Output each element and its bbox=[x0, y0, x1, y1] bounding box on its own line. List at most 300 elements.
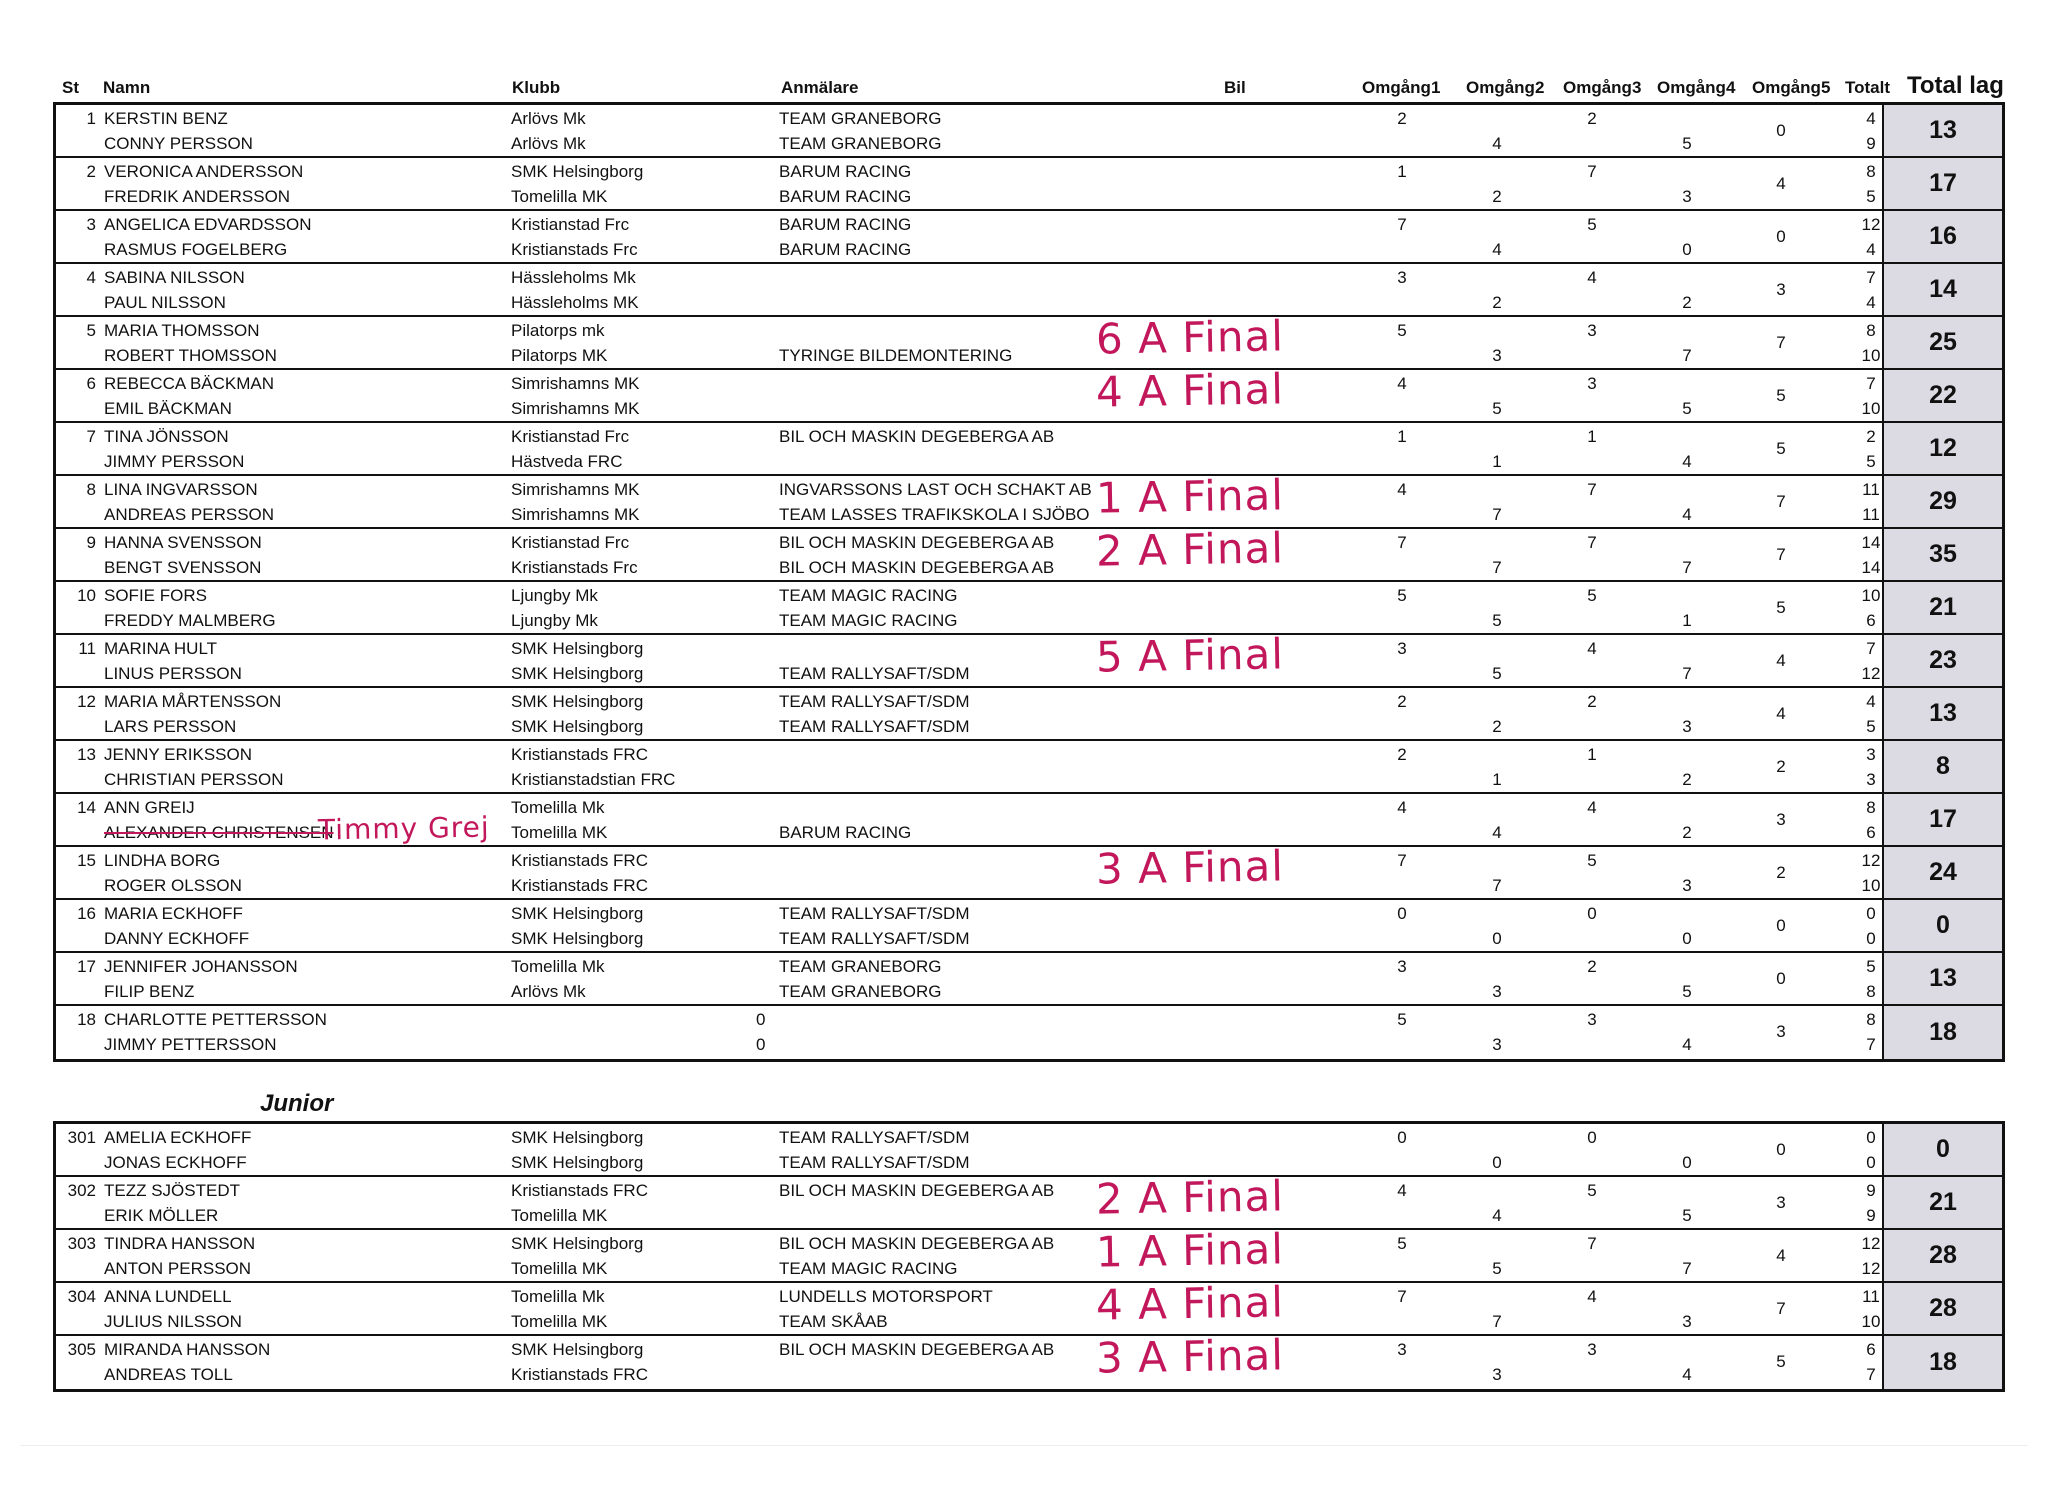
header-klubb: Klubb bbox=[512, 78, 561, 97]
driver2-name: FILIP BENZ bbox=[104, 982, 195, 1001]
driver1-club: SMK Helsingborg bbox=[511, 1128, 644, 1147]
driver1-zero: 0 bbox=[756, 1010, 766, 1029]
team-total: 16 bbox=[1882, 211, 2002, 262]
round3-score: 7 bbox=[1587, 480, 1597, 499]
driver2-club: SMK Helsingborg bbox=[511, 1153, 644, 1172]
driver1-entrant: TEAM RALLYSAFT/SDM bbox=[779, 904, 970, 923]
driver1-club: Hässleholms Mk bbox=[511, 268, 636, 287]
scan-edge bbox=[20, 1445, 2028, 1446]
driver2-total: 0 bbox=[1866, 1153, 1876, 1172]
driver2-entrant: TEAM MAGIC RACING bbox=[779, 1259, 958, 1278]
driver1-entrant: BARUM RACING bbox=[779, 215, 912, 234]
round2-score: 4 bbox=[1492, 823, 1502, 842]
round4-score: 3 bbox=[1682, 876, 1692, 895]
driver1-total: 10 bbox=[1861, 586, 1881, 605]
round4-score: 4 bbox=[1682, 452, 1692, 471]
round4-score: 7 bbox=[1682, 558, 1692, 577]
start-number: 2 bbox=[86, 162, 96, 181]
team-total: 14 bbox=[1882, 264, 2002, 315]
driver2-name: LARS PERSSON bbox=[104, 717, 237, 736]
start-number: 304 bbox=[67, 1287, 96, 1306]
driver2-total: 4 bbox=[1866, 240, 1876, 259]
header-omgang3: Omgång3 bbox=[1563, 78, 1642, 97]
round3-score: 5 bbox=[1587, 586, 1597, 605]
driver1-club: SMK Helsingborg bbox=[511, 639, 644, 658]
driver1-total: 5 bbox=[1866, 957, 1876, 976]
driver2-club: Kristianstads FRC bbox=[511, 876, 648, 895]
driver2-total: 10 bbox=[1861, 399, 1881, 418]
round5-score: 5 bbox=[1776, 439, 1786, 458]
driver1-total: 7 bbox=[1866, 374, 1876, 393]
team-total: 21 bbox=[1882, 1177, 2002, 1228]
driver1-entrant: BIL OCH MASKIN DEGEBERGA AB bbox=[779, 427, 1055, 446]
driver1-total: 12 bbox=[1861, 1234, 1881, 1253]
driver2-name: ERIK MÖLLER bbox=[104, 1206, 219, 1225]
round3-score: 5 bbox=[1587, 851, 1597, 870]
round5-score: 3 bbox=[1776, 1193, 1786, 1212]
team-row bbox=[56, 629, 2002, 688]
handwritten-final-note: 2 A Final bbox=[1095, 1171, 1285, 1224]
round4-score: 7 bbox=[1682, 1259, 1692, 1278]
driver2-name: ANDREAS PERSSON bbox=[104, 505, 275, 524]
start-number: 13 bbox=[77, 745, 96, 764]
round5-score: 2 bbox=[1776, 757, 1786, 776]
handwritten-final-note: 4 A Final bbox=[1095, 364, 1285, 417]
round5-score: 7 bbox=[1776, 1299, 1786, 1318]
driver2-entrant: BARUM RACING bbox=[779, 823, 912, 842]
driver2-name: CONNY PERSSON bbox=[104, 134, 253, 153]
round4-score: 1 bbox=[1682, 611, 1692, 630]
driver2-name: JULIUS NILSSON bbox=[104, 1312, 242, 1331]
driver1-club: Kristianstad Frc bbox=[511, 427, 630, 446]
driver2-entrant: TEAM RALLYSAFT/SDM bbox=[779, 717, 970, 736]
round2-score: 0 bbox=[1492, 929, 1502, 948]
round2-score: 5 bbox=[1492, 611, 1502, 630]
driver1-entrant: BIL OCH MASKIN DEGEBERGA AB bbox=[779, 533, 1055, 552]
driver2-club: SMK Helsingborg bbox=[511, 717, 644, 736]
round5-score: 0 bbox=[1776, 121, 1786, 140]
team-total: 28 bbox=[1882, 1230, 2002, 1281]
driver2-name: DANNY ECKHOFF bbox=[104, 929, 250, 948]
round1-score: 2 bbox=[1397, 692, 1407, 711]
round3-score: 2 bbox=[1587, 109, 1597, 128]
driver1-name: TINA JÖNSSON bbox=[104, 427, 229, 446]
team-total: 24 bbox=[1882, 847, 2002, 898]
driver1-name: CHARLOTTE PETTERSSON bbox=[104, 1010, 327, 1029]
round4-score: 5 bbox=[1682, 134, 1692, 153]
round3-score: 4 bbox=[1587, 639, 1597, 658]
round3-score: 7 bbox=[1587, 533, 1597, 552]
start-number: 12 bbox=[77, 692, 96, 711]
driver2-entrant: TEAM LASSES TRAFIKSKOLA I SJÖBO bbox=[779, 505, 1090, 524]
handwritten-final-note: 1 A Final bbox=[1095, 1224, 1285, 1277]
driver2-name: JIMMY PETTERSSON bbox=[104, 1035, 277, 1054]
driver1-total: 11 bbox=[1862, 1287, 1880, 1306]
driver1-club: SMK Helsingborg bbox=[511, 1340, 644, 1359]
driver2-club: Hässleholms MK bbox=[511, 293, 639, 312]
round2-score: 3 bbox=[1492, 346, 1502, 365]
driver2-club: Kristianstads FRC bbox=[511, 1365, 648, 1384]
round1-score: 4 bbox=[1397, 374, 1407, 393]
team-total: 18 bbox=[1882, 1336, 2002, 1389]
driver2-total: 11 bbox=[1862, 505, 1880, 524]
driver2-entrant: TEAM MAGIC RACING bbox=[779, 611, 958, 630]
driver2-name: BENGT SVENSSON bbox=[104, 558, 262, 577]
driver2-total: 7 bbox=[1866, 1035, 1876, 1054]
start-number: 18 bbox=[77, 1010, 96, 1029]
team-total: 29 bbox=[1882, 476, 2002, 527]
round2-score: 7 bbox=[1492, 505, 1502, 524]
driver2-entrant: TEAM SKÅAB bbox=[779, 1312, 888, 1331]
driver1-club: SMK Helsingborg bbox=[511, 904, 644, 923]
round4-score: 5 bbox=[1682, 1206, 1692, 1225]
round5-score: 7 bbox=[1776, 333, 1786, 352]
team-row bbox=[56, 264, 2002, 317]
round1-score: 3 bbox=[1397, 639, 1407, 658]
driver1-name: SOFIE FORS bbox=[104, 586, 207, 605]
team-total: 18 bbox=[1882, 1006, 2002, 1059]
start-number: 14 bbox=[77, 798, 96, 817]
driver1-entrant: TEAM GRANEBORG bbox=[779, 957, 942, 976]
driver2-name: ANTON PERSSON bbox=[104, 1259, 252, 1278]
header-omgang2: Omgång2 bbox=[1466, 78, 1545, 97]
driver1-total: 0 bbox=[1866, 1128, 1876, 1147]
driver2-total: 6 bbox=[1866, 611, 1876, 630]
driver2-total: 5 bbox=[1866, 717, 1876, 736]
round5-score: 0 bbox=[1776, 916, 1786, 935]
start-number: 4 bbox=[86, 268, 96, 287]
driver2-club: SMK Helsingborg bbox=[511, 929, 644, 948]
round4-score: 5 bbox=[1682, 982, 1692, 1001]
round2-score: 5 bbox=[1492, 399, 1502, 418]
team-row bbox=[56, 794, 2002, 847]
driver1-entrant: TEAM RALLYSAFT/SDM bbox=[779, 692, 970, 711]
round1-score: 4 bbox=[1397, 1181, 1407, 1200]
driver2-club: Tomelilla MK bbox=[511, 823, 608, 842]
driver1-total: 8 bbox=[1866, 321, 1876, 340]
round4-score: 7 bbox=[1682, 664, 1692, 683]
driver2-name: PAUL NILSSON bbox=[104, 293, 226, 312]
driver1-entrant: BIL OCH MASKIN DEGEBERGA AB bbox=[779, 1340, 1055, 1359]
driver1-name: ANGELICA EDVARDSSON bbox=[104, 215, 312, 234]
round4-score: 0 bbox=[1682, 1153, 1692, 1172]
round5-score: 5 bbox=[1776, 1352, 1786, 1371]
round2-score: 3 bbox=[1492, 1365, 1502, 1384]
header-st: St bbox=[62, 78, 79, 97]
round3-score: 4 bbox=[1587, 798, 1597, 817]
team-total: 8 bbox=[1882, 741, 2002, 792]
round5-score: 3 bbox=[1776, 810, 1786, 829]
driver1-club: Simrishamns MK bbox=[511, 480, 640, 499]
round1-score: 2 bbox=[1397, 109, 1407, 128]
header-bil: Bil bbox=[1224, 78, 1246, 97]
round4-score: 4 bbox=[1682, 505, 1692, 524]
header-omgang4: Omgång4 bbox=[1657, 78, 1736, 97]
round1-score: 0 bbox=[1397, 1128, 1407, 1147]
driver1-total: 7 bbox=[1866, 639, 1876, 658]
round3-score: 0 bbox=[1587, 1128, 1597, 1147]
round1-score: 2 bbox=[1397, 745, 1407, 764]
team-row bbox=[56, 470, 2002, 529]
header-omgang1: Omgång1 bbox=[1362, 78, 1441, 97]
round1-score: 4 bbox=[1397, 798, 1407, 817]
team-row bbox=[56, 364, 2002, 423]
driver2-entrant: TEAM GRANEBORG bbox=[779, 982, 942, 1001]
driver2-total: 12 bbox=[1861, 1259, 1881, 1278]
round1-score: 1 bbox=[1397, 162, 1407, 181]
driver2-club: Hästveda FRC bbox=[511, 452, 623, 471]
header-anmalare: Anmälare bbox=[781, 78, 859, 97]
driver1-total: 8 bbox=[1866, 162, 1876, 181]
driver2-total: 9 bbox=[1866, 1206, 1876, 1225]
team-row bbox=[56, 582, 2002, 635]
driver2-club: Pilatorps MK bbox=[511, 346, 608, 365]
team-total: 0 bbox=[1882, 900, 2002, 951]
round3-score: 7 bbox=[1587, 1234, 1597, 1253]
team-row bbox=[56, 211, 2002, 264]
round4-score: 7 bbox=[1682, 346, 1692, 365]
round5-score: 3 bbox=[1776, 1022, 1786, 1041]
driver2-name: EMIL BÄCKMAN bbox=[104, 399, 232, 418]
round4-score: 2 bbox=[1682, 293, 1692, 312]
round3-score: 3 bbox=[1587, 374, 1597, 393]
driver1-club: Kristianstads FRC bbox=[511, 1181, 648, 1200]
driver2-total: 3 bbox=[1866, 770, 1876, 789]
junior-results-table bbox=[53, 1121, 2005, 1392]
team-total: 17 bbox=[1882, 158, 2002, 209]
driver1-total: 12 bbox=[1861, 215, 1881, 234]
round2-score: 2 bbox=[1492, 293, 1502, 312]
driver2-club: Arlövs Mk bbox=[511, 982, 586, 1001]
driver2-total: 6 bbox=[1866, 823, 1876, 842]
team-row bbox=[56, 1224, 2002, 1283]
start-number: 8 bbox=[86, 480, 96, 499]
start-number: 7 bbox=[86, 427, 96, 446]
driver1-total: 4 bbox=[1866, 109, 1876, 128]
handwritten-final-note: 6 A Final bbox=[1095, 311, 1285, 364]
round5-score: 5 bbox=[1776, 598, 1786, 617]
round4-score: 3 bbox=[1682, 717, 1692, 736]
driver2-total: 0 bbox=[1866, 929, 1876, 948]
round2-score: 4 bbox=[1492, 240, 1502, 259]
round2-score: 7 bbox=[1492, 876, 1502, 895]
round5-score: 7 bbox=[1776, 492, 1786, 511]
team-row bbox=[56, 1277, 2002, 1336]
driver2-club: Simrishamns MK bbox=[511, 505, 640, 524]
driver2-total: 10 bbox=[1861, 876, 1881, 895]
driver1-name: LINDHA BORG bbox=[104, 851, 221, 870]
round3-score: 7 bbox=[1587, 162, 1597, 181]
team-row bbox=[56, 1006, 2002, 1059]
driver1-entrant: TEAM GRANEBORG bbox=[779, 109, 942, 128]
driver2-name: ANDREAS TOLL bbox=[104, 1365, 233, 1384]
team-row bbox=[56, 953, 2002, 1006]
round1-score: 7 bbox=[1397, 215, 1407, 234]
driver2-total: 7 bbox=[1866, 1365, 1876, 1384]
driver1-name: ANNA LUNDELL bbox=[104, 1287, 232, 1306]
team-total: 12 bbox=[1882, 423, 2002, 474]
driver1-name: LINA INGVARSSON bbox=[104, 480, 258, 499]
start-number: 11 bbox=[78, 639, 96, 658]
round3-score: 4 bbox=[1587, 1287, 1597, 1306]
handwritten-final-note: 1 A Final bbox=[1095, 470, 1285, 523]
round1-score: 7 bbox=[1397, 851, 1407, 870]
driver1-name: MARIA ECKHOFF bbox=[104, 904, 243, 923]
driver2-total: 10 bbox=[1861, 346, 1881, 365]
round2-score: 2 bbox=[1492, 187, 1502, 206]
round1-score: 0 bbox=[1397, 904, 1407, 923]
driver2-entrant: BIL OCH MASKIN DEGEBERGA AB bbox=[779, 558, 1055, 577]
driver1-name: HANNA SVENSSON bbox=[104, 533, 262, 552]
driver1-club: Tomelilla Mk bbox=[511, 798, 605, 817]
driver1-name: JENNIFER JOHANSSON bbox=[104, 957, 298, 976]
driver1-entrant: BARUM RACING bbox=[779, 162, 912, 181]
driver2-club: Kristianstads Frc bbox=[511, 240, 638, 259]
driver1-name: KERSTIN BENZ bbox=[104, 109, 228, 128]
round2-score: 7 bbox=[1492, 558, 1502, 577]
header-total-lag: Total lag bbox=[1907, 72, 2004, 99]
round2-score: 7 bbox=[1492, 1312, 1502, 1331]
round3-score: 2 bbox=[1587, 957, 1597, 976]
team-row bbox=[56, 900, 2002, 953]
main-results-table bbox=[53, 102, 2005, 1062]
start-number: 5 bbox=[86, 321, 96, 340]
team-row bbox=[56, 105, 2002, 158]
start-number: 15 bbox=[77, 851, 96, 870]
round4-score: 5 bbox=[1682, 399, 1692, 418]
round1-score: 4 bbox=[1397, 480, 1407, 499]
start-number: 303 bbox=[67, 1234, 96, 1253]
driver1-name: TINDRA HANSSON bbox=[104, 1234, 256, 1253]
round4-score: 0 bbox=[1682, 929, 1692, 948]
driver1-entrant: TEAM RALLYSAFT/SDM bbox=[779, 1128, 970, 1147]
driver2-total: 10 bbox=[1861, 1312, 1881, 1331]
driver1-total: 8 bbox=[1866, 1010, 1876, 1029]
driver2-name: FREDRIK ANDERSSON bbox=[104, 187, 291, 206]
driver1-total: 2 bbox=[1866, 427, 1876, 446]
round1-score: 5 bbox=[1397, 321, 1407, 340]
team-total: 13 bbox=[1882, 105, 2002, 156]
round5-score: 7 bbox=[1776, 545, 1786, 564]
round3-score: 5 bbox=[1587, 1181, 1597, 1200]
driver2-entrant: TEAM RALLYSAFT/SDM bbox=[779, 1153, 970, 1172]
round5-score: 0 bbox=[1776, 1140, 1786, 1159]
round3-score: 3 bbox=[1587, 1340, 1597, 1359]
driver1-club: Kristianstads FRC bbox=[511, 851, 648, 870]
team-total: 17 bbox=[1882, 794, 2002, 845]
driver2-total: 4 bbox=[1866, 293, 1876, 312]
round2-score: 5 bbox=[1492, 1259, 1502, 1278]
round5-score: 4 bbox=[1776, 651, 1786, 670]
round3-score: 2 bbox=[1587, 692, 1597, 711]
team-row bbox=[56, 1330, 2002, 1389]
driver2-total: 12 bbox=[1861, 664, 1881, 683]
round4-score: 4 bbox=[1682, 1035, 1692, 1054]
round4-score: 3 bbox=[1682, 1312, 1692, 1331]
team-total: 22 bbox=[1882, 370, 2002, 421]
round3-score: 3 bbox=[1587, 321, 1597, 340]
driver1-club: Tomelilla Mk bbox=[511, 1287, 605, 1306]
driver1-total: 6 bbox=[1866, 1340, 1876, 1359]
driver1-club: Simrishamns MK bbox=[511, 374, 640, 393]
round5-score: 4 bbox=[1776, 704, 1786, 723]
header-omgang5: Omgång5 bbox=[1752, 78, 1831, 97]
start-number: 301 bbox=[67, 1128, 96, 1147]
driver1-name: MARIA THOMSSON bbox=[104, 321, 260, 340]
driver2-name: LINUS PERSSON bbox=[104, 664, 242, 683]
team-total: 25 bbox=[1882, 317, 2002, 368]
driver1-entrant: LUNDELLS MOTORSPORT bbox=[779, 1287, 993, 1306]
team-total: 0 bbox=[1882, 1124, 2002, 1175]
round3-score: 3 bbox=[1587, 1010, 1597, 1029]
driver1-total: 9 bbox=[1866, 1181, 1876, 1200]
driver1-total: 0 bbox=[1866, 904, 1876, 923]
team-total: 13 bbox=[1882, 688, 2002, 739]
team-total: 28 bbox=[1882, 1283, 2002, 1334]
driver2-entrant: BARUM RACING bbox=[779, 240, 912, 259]
round4-score: 3 bbox=[1682, 187, 1692, 206]
driver1-entrant: TEAM MAGIC RACING bbox=[779, 586, 958, 605]
round2-score: 0 bbox=[1492, 1153, 1502, 1172]
driver1-name: MARINA HULT bbox=[104, 639, 218, 658]
round3-score: 0 bbox=[1587, 904, 1597, 923]
driver2-total: 9 bbox=[1866, 134, 1876, 153]
driver2-total: 5 bbox=[1866, 187, 1876, 206]
round2-score: 4 bbox=[1492, 134, 1502, 153]
round5-score: 4 bbox=[1776, 1246, 1786, 1265]
handwritten-final-note: 2 A Final bbox=[1095, 523, 1285, 576]
driver1-total: 11 bbox=[1862, 480, 1880, 499]
round3-score: 1 bbox=[1587, 427, 1597, 446]
driver1-total: 8 bbox=[1866, 798, 1876, 817]
driver2-name: JIMMY PERSSON bbox=[104, 452, 245, 471]
driver1-club: Kristianstad Frc bbox=[511, 215, 630, 234]
start-number: 16 bbox=[77, 904, 96, 923]
driver2-club: Tomelilla MK bbox=[511, 1206, 608, 1225]
driver2-club: Arlövs Mk bbox=[511, 134, 586, 153]
round5-score: 0 bbox=[1776, 227, 1786, 246]
round5-score: 4 bbox=[1776, 174, 1786, 193]
driver1-total: 14 bbox=[1861, 533, 1881, 552]
driver2-name: CHRISTIAN PERSSON bbox=[104, 770, 284, 789]
driver1-name: MIRANDA HANSSON bbox=[104, 1340, 271, 1359]
start-number: 6 bbox=[86, 374, 96, 393]
team-total: 21 bbox=[1882, 582, 2002, 633]
driver2-name: FREDDY MALMBERG bbox=[104, 611, 276, 630]
driver2-entrant: TEAM GRANEBORG bbox=[779, 134, 942, 153]
round3-score: 5 bbox=[1587, 215, 1597, 234]
driver2-total: 8 bbox=[1866, 982, 1876, 1001]
driver2-zero: 0 bbox=[756, 1035, 766, 1054]
driver1-club: Pilatorps mk bbox=[511, 321, 605, 340]
driver2-club: Tomelilla MK bbox=[511, 1259, 608, 1278]
driver1-club: SMK Helsingborg bbox=[511, 692, 644, 711]
driver2-entrant: TYRINGE BILDEMONTERING bbox=[779, 346, 1013, 365]
driver1-name: AMELIA ECKHOFF bbox=[104, 1128, 252, 1147]
driver2-entrant: TEAM RALLYSAFT/SDM bbox=[779, 664, 970, 683]
driver1-club: SMK Helsingborg bbox=[511, 1234, 644, 1253]
driver2-club: Ljungby Mk bbox=[511, 611, 598, 630]
driver2-name: ROBERT THOMSSON bbox=[104, 346, 277, 365]
handwritten-final-note: 5 A Final bbox=[1095, 629, 1285, 682]
start-number: 305 bbox=[67, 1340, 96, 1359]
round2-score: 5 bbox=[1492, 664, 1502, 683]
driver2-club: Simrishamns MK bbox=[511, 399, 640, 418]
driver1-name: MARIA MÅRTENSSON bbox=[104, 692, 282, 711]
driver1-club: Kristianstad Frc bbox=[511, 533, 630, 552]
handwritten-final-note: 3 A Final bbox=[1095, 1330, 1285, 1383]
driver1-name: TEZZ SJÖSTEDT bbox=[104, 1181, 240, 1200]
